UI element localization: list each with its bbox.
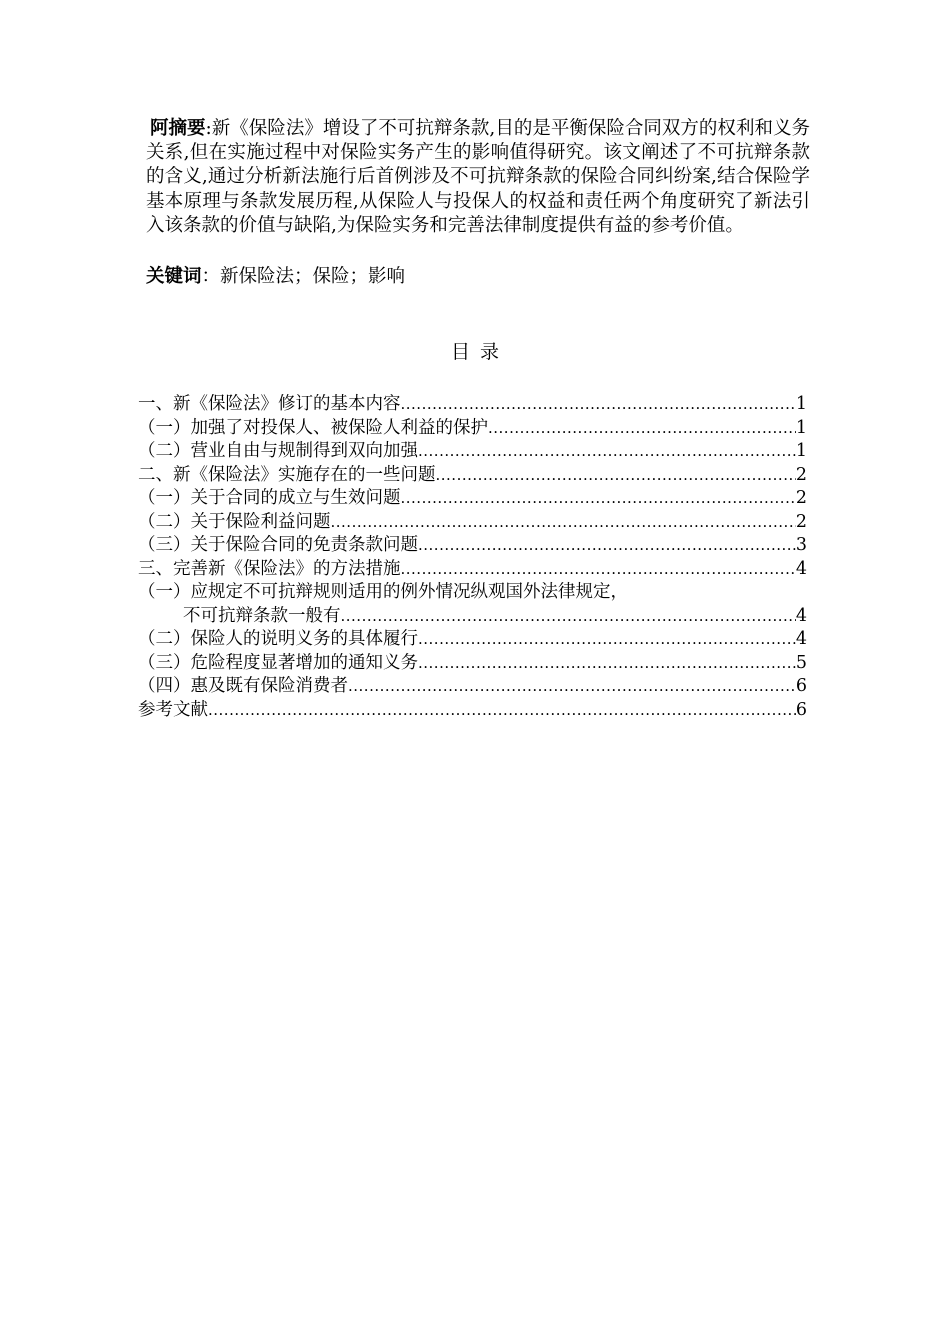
toc-page-number: 4 <box>795 558 807 579</box>
toc-leader-dots <box>331 511 796 535</box>
toc-entry-1-1[interactable] <box>138 417 807 441</box>
abstract-label: 阿摘要 <box>150 118 206 139</box>
toc-entry-1-2[interactable] <box>138 440 807 464</box>
toc-leader-dots <box>208 699 796 723</box>
toc-leader-dots <box>488 417 796 441</box>
toc-page-number: 2 <box>795 488 807 508</box>
toc-leader-dots <box>341 605 796 629</box>
toc-entry-text: 三、完善新《保险法》的方法措施 <box>138 558 401 579</box>
toc-entry-text: （二）保险人的说明义务的具体履行 <box>138 629 418 649</box>
toc-page-number: 5 <box>795 652 807 673</box>
toc-entry-3[interactable] <box>138 558 807 582</box>
toc-entry-1[interactable] <box>138 393 807 417</box>
toc-page-number: 1 <box>795 441 807 461</box>
toc-entry-text: （二）关于保险利益问题 <box>138 511 331 532</box>
toc-page-number: 2 <box>795 511 807 532</box>
toc-entry-text: （二）营业自由与规制得到双向加强 <box>138 441 418 461</box>
toc-entry-2[interactable] <box>138 464 807 488</box>
toc-leader-dots <box>418 628 796 652</box>
toc-page-number: 3 <box>795 535 807 555</box>
keywords-text: ：新保险法；保险；影响 <box>201 266 406 287</box>
toc-leader-dots <box>401 487 796 511</box>
toc-page-number: 1 <box>795 394 807 414</box>
toc-leader-dots <box>436 464 796 488</box>
toc-entry-text: （四）惠及既有保险消费者 <box>138 676 348 696</box>
toc-page-number: 2 <box>795 464 807 485</box>
toc-entry-3-1-continuation[interactable] <box>138 605 807 629</box>
toc-entry-text: （一）关于合同的成立与生效问题 <box>138 488 401 508</box>
toc-entry-continuation-text: 不可抗辩条款一般有 <box>183 605 341 626</box>
toc-entry-text: （一）加强了对投保人、被保险人利益的保护 <box>138 417 488 438</box>
toc-leader-dots <box>418 440 796 464</box>
toc-leader-dots <box>418 652 796 676</box>
toc-entry-text: （三）关于保险合同的免责条款问题 <box>138 535 418 555</box>
toc-entry-3-1-first-line[interactable] <box>138 581 807 605</box>
abstract-text: :新《保险法》增设了不可抗辩条款,目的是平衡保险合同双方的权利和义务关系,但在实施过程中对保险实务产生的影响值得研究。该文阐述了不可抗辩条款的含义,通过分析新法施行后首例涉及不可抗辩条款的保险合同纠纷案,结合保险学基本原理与条款发展历程,从保险人与投保人的权益和责任两个角度研究了新法引入该条款的价值与缺陷,为保险实务和完善法律制度提供有益的参考价值。 <box>146 118 810 236</box>
abstract-paragraph <box>146 117 810 238</box>
toc-entry-text: （一）应规定不可抗辩规则适用的例外情况纵观国外法律规定， <box>138 582 628 602</box>
table-of-contents <box>138 393 807 722</box>
keywords-line <box>146 265 810 289</box>
toc-entry-2-1[interactable] <box>138 487 807 511</box>
toc-entry-3-2[interactable] <box>138 628 807 652</box>
toc-page-number: 6 <box>795 676 807 696</box>
toc-entry-2-3[interactable] <box>138 534 807 558</box>
toc-leader-dots <box>348 675 796 699</box>
toc-entry-2-2[interactable] <box>138 511 807 535</box>
toc-leader-dots <box>418 534 796 558</box>
toc-entry-text: 一、新《保险法》修订的基本内容 <box>138 394 401 414</box>
toc-entry-references[interactable] <box>138 699 807 723</box>
toc-page-number: 1 <box>795 417 807 438</box>
toc-leader-dots <box>401 558 796 582</box>
toc-title: 目录 <box>450 341 509 363</box>
toc-entry-3-4[interactable] <box>138 675 807 699</box>
toc-entry-text: 二、新《保险法》实施存在的一些问题 <box>138 464 436 485</box>
toc-entry-text: 参考文献 <box>138 699 208 720</box>
toc-page-number: 4 <box>795 605 807 626</box>
toc-entry-text: （三）危险程度显著增加的通知义务 <box>138 652 418 673</box>
toc-leader-dots <box>401 393 796 417</box>
toc-page-number: 6 <box>795 699 807 720</box>
toc-page-number: 4 <box>795 629 807 649</box>
keywords-label: 关键词 <box>146 266 202 287</box>
toc-entry-3-3[interactable] <box>138 652 807 676</box>
